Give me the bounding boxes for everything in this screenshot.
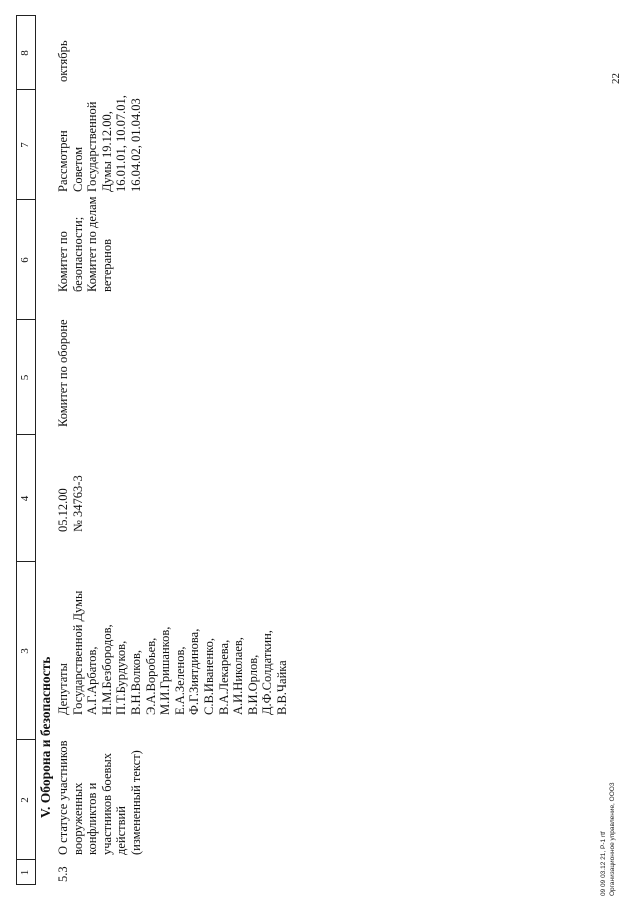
status-line: Государственной	[85, 101, 100, 192]
co-committees	[56, 196, 114, 292]
column-number: 8	[19, 50, 31, 56]
item-name-line: действий	[114, 806, 129, 855]
author-line: В.В.Чайка	[274, 660, 289, 715]
item-name-line: О статусе участников	[56, 740, 70, 855]
item-name-line: (измененный текст)	[128, 750, 143, 855]
column-number: 7	[19, 142, 31, 148]
status-line: Советом	[70, 146, 85, 192]
file-footer	[600, 783, 617, 896]
footer-org-line: Организационное управление, ООО3	[608, 782, 616, 896]
author-line: А.Г.Арбатов,	[85, 646, 100, 715]
responsible-committee: Комитет по обороне	[56, 319, 70, 427]
footer-file-line: 09 09 03.12 21, Р-1 rtf	[600, 831, 607, 896]
registration-info	[56, 475, 85, 532]
status-line: 16.01.01, 10.07.01,	[114, 95, 129, 192]
status-line: Рассмотрен	[56, 130, 70, 192]
author-line: М.И.Гришанков,	[158, 626, 173, 715]
co-committee-line: ветеранов	[99, 238, 114, 292]
author-line: Ф.Г.Зиятдинова,	[187, 628, 202, 715]
co-committee-line: безопасности;	[70, 216, 85, 292]
column-number: 4	[19, 495, 31, 502]
co-committee-line: Комитет по	[56, 231, 70, 292]
author-line: Д.Ф.Солдаткин,	[260, 630, 275, 715]
status-line: 16.04.02, 01.04.03	[128, 98, 143, 192]
registration-date: 05.12.00	[56, 488, 70, 532]
item-name-line: участников боевых	[99, 752, 114, 855]
status-info	[56, 95, 144, 192]
status-line: Думы 19.12.00,	[99, 111, 114, 192]
authors-list	[56, 591, 290, 715]
co-committee-line: Комитет по делам	[85, 196, 100, 292]
item-name	[56, 740, 144, 855]
item-name-line: вооруженных	[70, 782, 85, 855]
author-line: В.И.Орлов,	[245, 654, 260, 715]
author-line: Государственной Думы	[70, 590, 85, 715]
author-line: Е.А.Зеленов,	[172, 646, 187, 715]
column-number: 1	[19, 869, 31, 876]
author-line: А.И.Николаев,	[231, 637, 246, 715]
author-line: Депутаты	[56, 663, 70, 715]
header-bottom-border	[35, 15, 36, 885]
registration-number: № 34763-3	[70, 475, 85, 532]
column-number: 3	[19, 648, 31, 654]
column-number: 6	[19, 257, 31, 263]
author-line: В.Н.Волков,	[128, 650, 143, 715]
author-line: Н.М.Безбородов,	[99, 624, 114, 715]
author-line: С.В.Иваненко,	[201, 638, 216, 715]
month: октябрь	[56, 40, 70, 82]
author-line: П.Т.Бурдуков,	[114, 640, 129, 715]
column-number: 2	[19, 797, 31, 803]
row-number: 5.3	[56, 866, 70, 882]
section-title: V. Оборона и безопасность	[38, 656, 53, 818]
author-line: Э.А.Воробьев,	[143, 637, 158, 715]
page-number: 22	[610, 73, 622, 84]
author-line: В.А.Лекарева,	[216, 639, 231, 715]
item-name-line: конфликтов и	[85, 782, 100, 855]
column-number: 5	[19, 374, 31, 381]
